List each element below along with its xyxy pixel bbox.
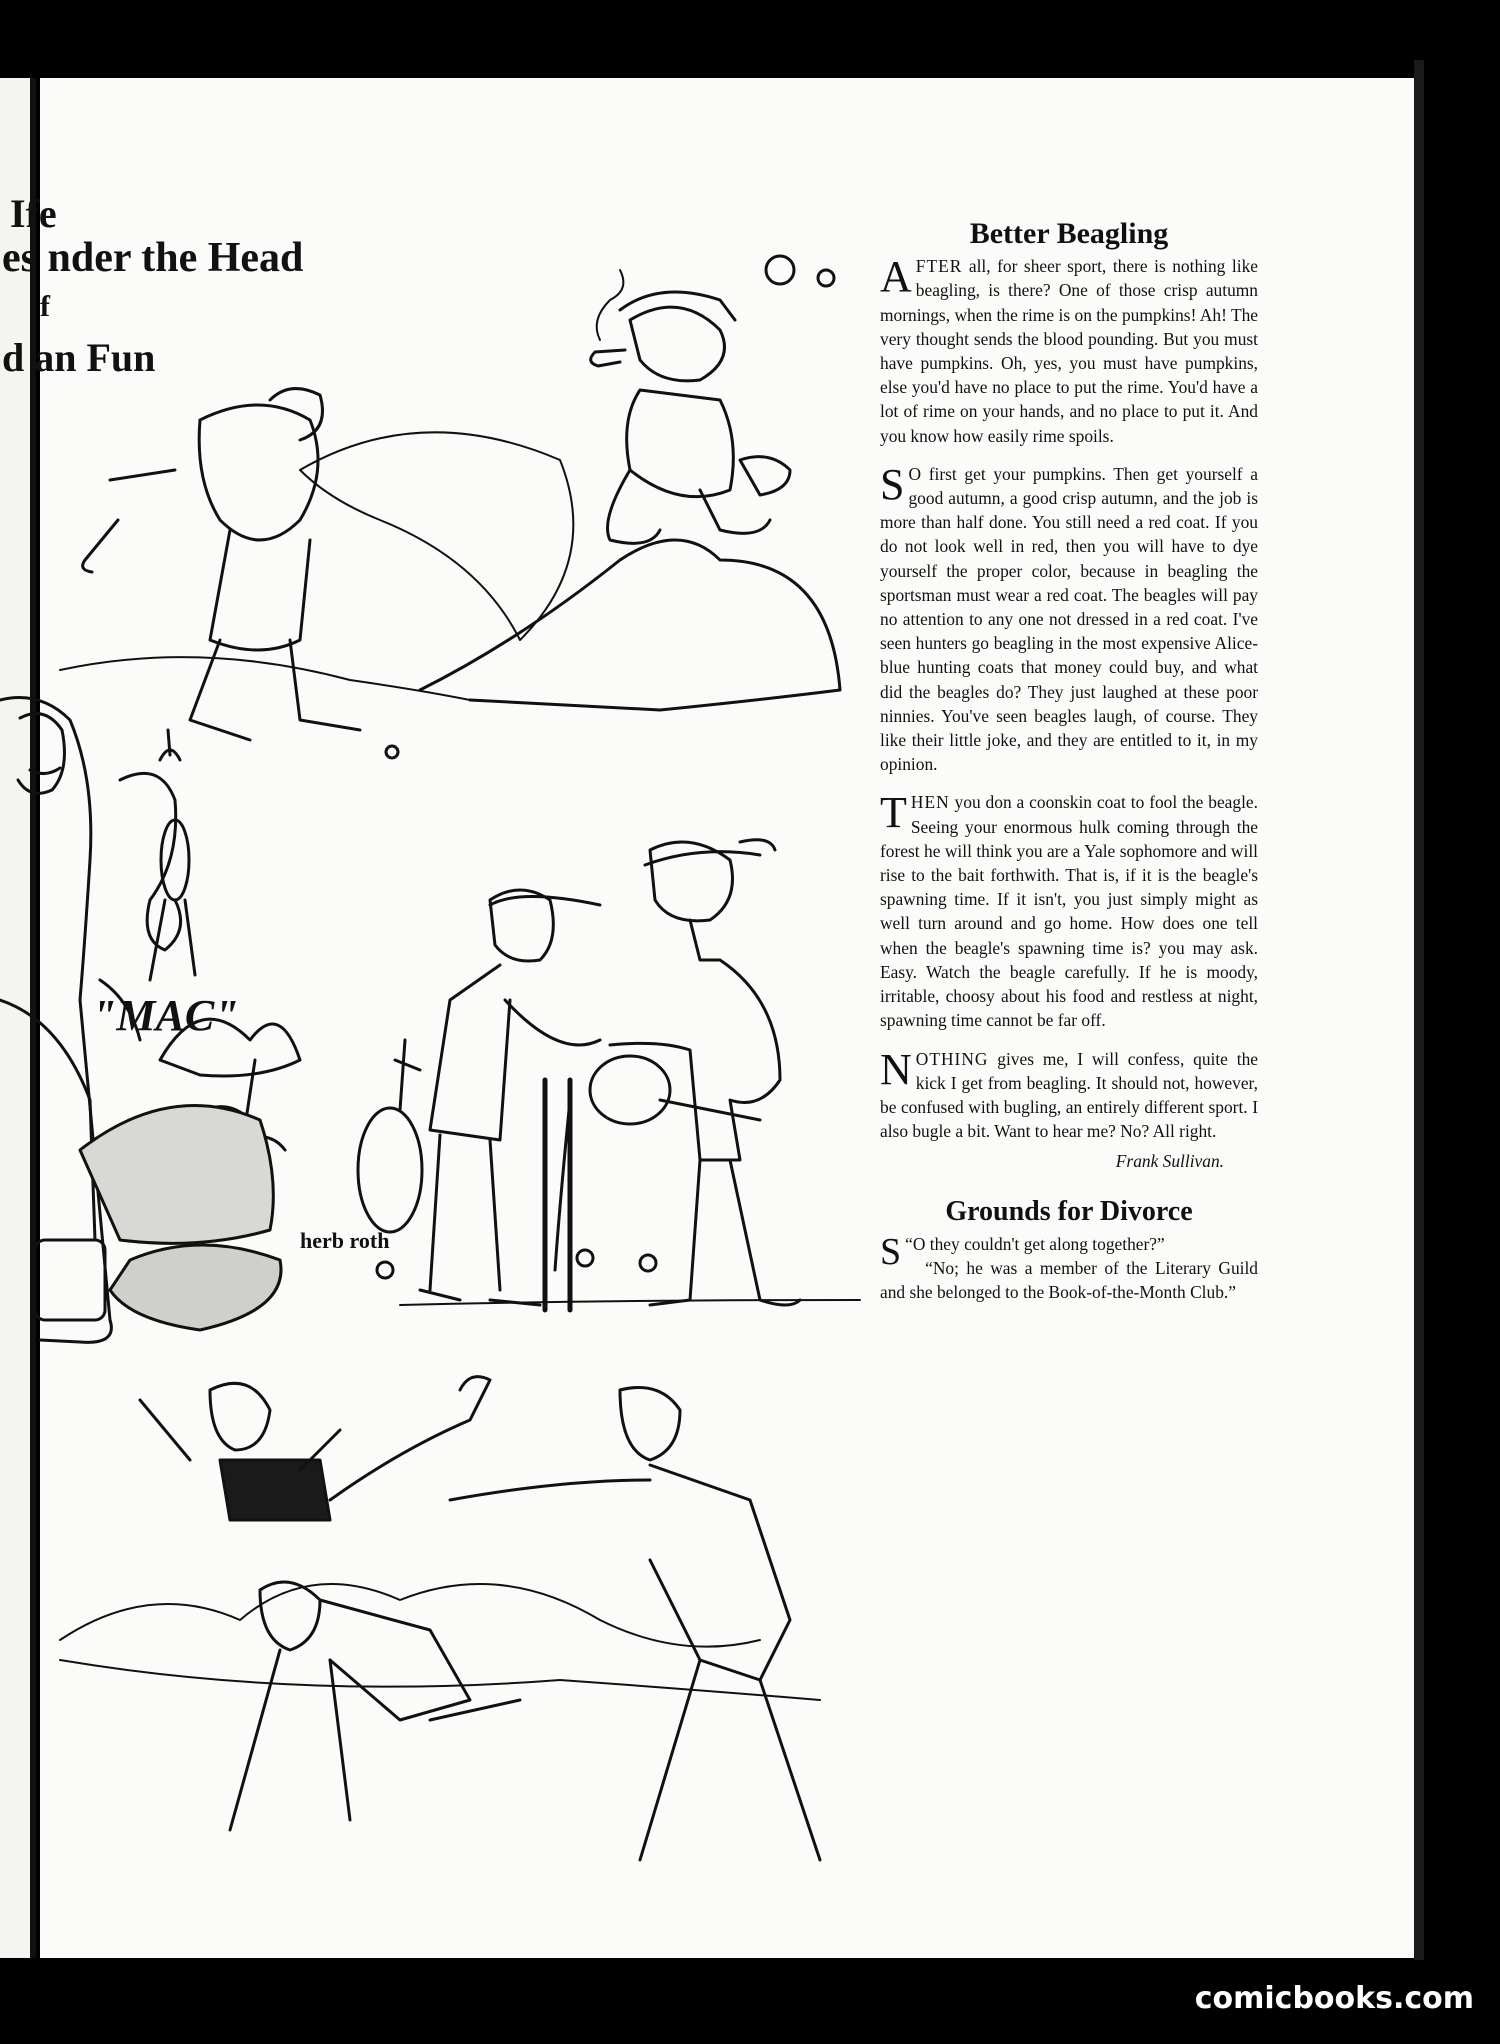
dialogue-line-2: “No; he was a member of the Literary Guild and she belonged to the Book-of-the-Month Club.” xyxy=(880,1257,1258,1303)
dialogue-text: O they couldn't get along together?” xyxy=(912,1233,1165,1254)
open-quote: “ xyxy=(905,1233,913,1254)
dropcap-n: N xyxy=(880,1044,912,1094)
article-title-grounds-for-divorce: Grounds for Divorce xyxy=(945,1195,1193,1227)
dropcap-a: A xyxy=(880,252,912,302)
lead-word: OTHING xyxy=(915,1048,989,1069)
header-line-1: Ife xyxy=(10,191,57,236)
page-spine xyxy=(1414,60,1424,1960)
site-watermark: comicbooks.com xyxy=(1194,1981,1474,2016)
herb-roth-signature: herb roth xyxy=(300,1228,390,1253)
mac-signature: "MAC" xyxy=(92,991,239,1040)
dialogue-line-1 xyxy=(880,1230,1258,1273)
lead-word: FTER xyxy=(915,256,963,277)
paragraph-2 xyxy=(880,459,1258,777)
author-byline: Frank Sullivan. xyxy=(1115,1151,1224,1172)
beach-acrobats-cartoon-illustration xyxy=(60,1377,820,1860)
header-line-3: f xyxy=(40,290,50,323)
paragraph-text: all, for sheer sport, there is nothing like beagling, is there? One of those crisp autumn mornings, when the rime is on the pumpkins! Ah! The very thought sends the blood pounding. But you must have pumpkins. Oh, yes, you must have pumpkins, else you'd have no place to put the rime. You'd have a lot of rime on your hands, and no place to put it. And you know how easily rime spoils. xyxy=(880,256,1258,446)
paragraph-1 xyxy=(880,254,1258,448)
header-line-4: d an Fun xyxy=(2,335,156,380)
paragraph-3 xyxy=(880,790,1258,1032)
header-line-2: es nder the Head xyxy=(2,235,304,281)
tennis-players-cartoon-illustration xyxy=(358,840,860,1310)
text-column xyxy=(880,217,1258,1304)
paragraph-text: O first get your pumpkins. Then get yourself a good autumn, a good crisp autumn, and the job is more than half done. You still need a red coat. If you do not look well in red, then you will have to dye yourself the proper color, because in beagling the sportsman must wear a red coat. The beagles will pay no attention to any one not dressed in a red coat. I've seen hunters go beagling in the most expensive Alice-blue hunting coats that money could buy, and what did the beagles do? They just laughed at these poor ninnies. You've seen beagles laugh, of course. They like their little joke, and they are entitled to it, in my opinion. xyxy=(880,463,1258,775)
paragraph-text: gives me, I will confess, quite the kick I get from beagling. It should not, however, be confused with bugling, an entirely different sport. I also bugle a bit. Want to hear me? No? All right. xyxy=(880,1048,1258,1142)
dropcap-s: S xyxy=(880,459,905,509)
dropcap-s2: S xyxy=(880,1230,902,1273)
dropcap-t: T xyxy=(880,788,907,838)
article-title-better-beagling: Better Beagling xyxy=(969,217,1169,250)
paragraph-text: you don a coonskin coat to fool the beagle. Seeing your enormous hulk coming through the forest he will think you are a Yale sophomore and will rise to the bait forthwith. That is, if it is the beagle's spawning time. If it isn't, you just simply might as well turn around and go home. How does one tell when the beagle's spawning time is? you may ask. Easy. Watch the beagle carefully. If he is moody, irritable, choosy about his food and restless at night, spawning time cannot be far off. xyxy=(880,792,1258,1031)
lead-word: HEN xyxy=(910,792,950,813)
golfer-cartoon-illustration xyxy=(60,256,840,758)
paragraph-4 xyxy=(880,1044,1258,1144)
